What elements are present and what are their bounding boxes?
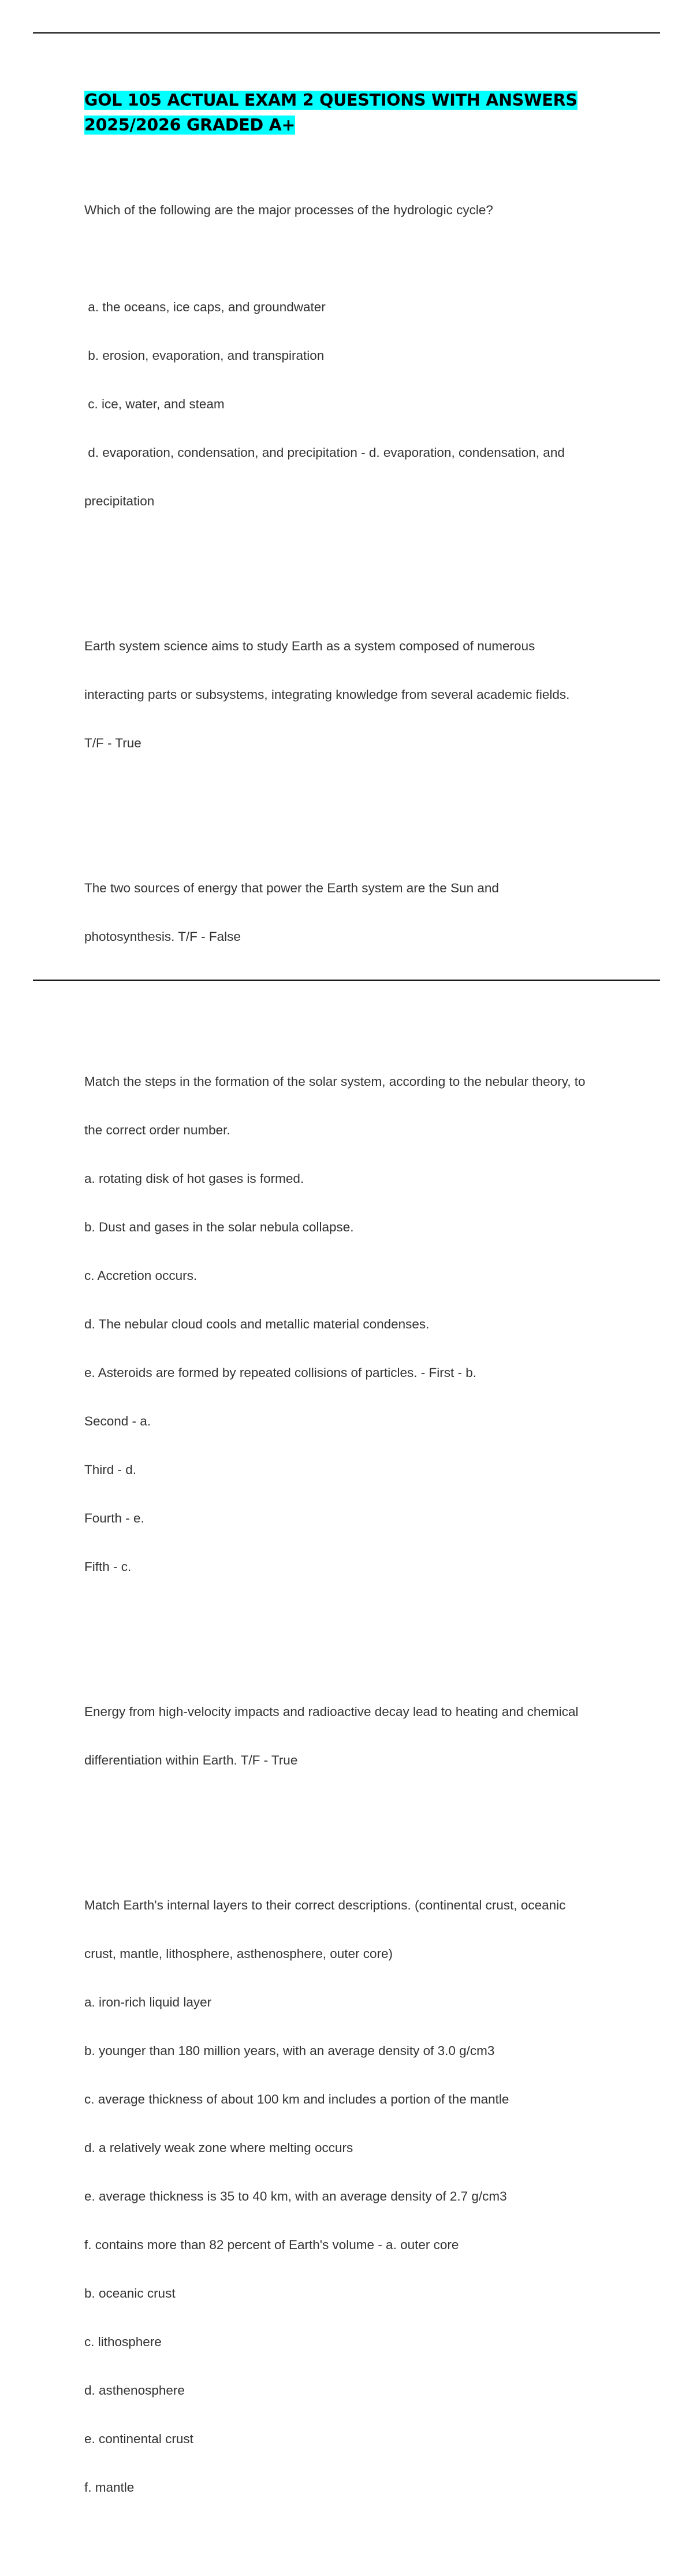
question-line: Match the steps in the formation of the solar system, according to the nebular theory, to bbox=[84, 1074, 586, 1089]
question-block bbox=[84, 170, 639, 542]
question-block bbox=[84, 1041, 639, 1607]
question-line: Fourth - e. bbox=[84, 1511, 144, 1525]
question-line: b. younger than 180 million years, with an average density of 3.0 g/cm3 bbox=[84, 2043, 495, 2058]
question-line: f. contains more than 82 percent of Earth's volume - a. outer core bbox=[84, 2238, 459, 2252]
title-line-2: 2025/2026 GRADED A+ bbox=[84, 116, 296, 135]
question-line: interacting parts or subsystems, integrating knowledge from several academic fields. bbox=[84, 687, 570, 702]
question-line: e. Asteroids are formed by repeated collisions of particles. - First - b. bbox=[84, 1365, 477, 1380]
question-line: c. lithosphere bbox=[84, 2335, 162, 2349]
question-line: e. average thickness is 35 to 40 km, with an average density of 2.7 g/cm3 bbox=[84, 2189, 507, 2203]
question-line: a. rotating disk of hot gases is formed. bbox=[84, 1171, 304, 1186]
question-line: crust, mantle, lithosphere, asthenosphere, outer core) bbox=[84, 1946, 393, 1961]
question-line: the correct order number. bbox=[84, 1123, 230, 1137]
question-line: Second - a. bbox=[84, 1414, 151, 1428]
question-block bbox=[84, 1865, 639, 2528]
question-line: T/F - True bbox=[84, 736, 141, 750]
top-divider bbox=[33, 32, 660, 33]
question-line: b. Dust and gases in the solar nebula collapse. bbox=[84, 1220, 354, 1234]
question-line: Which of the following are the major processes of the hydrologic cycle? bbox=[84, 203, 493, 217]
question-line: a. iron-rich liquid layer bbox=[84, 1995, 212, 2009]
question-block bbox=[84, 848, 639, 977]
question-line: f. mantle bbox=[84, 2480, 135, 2495]
question-line: a. the oceans, ice caps, and groundwater bbox=[84, 300, 326, 314]
question-line: Earth system science aims to study Earth as a system composed of numerous bbox=[84, 639, 535, 653]
bottom-divider bbox=[33, 980, 660, 981]
question-list bbox=[84, 137, 639, 2576]
question-line: d. evaporation, condensation, and precipitation - d. evaporation, condensation, and bbox=[84, 445, 565, 460]
question-line: The two sources of energy that power the Earth system are the Sun and bbox=[84, 881, 499, 895]
question-line: differentiation within Earth. T/F - True bbox=[84, 1753, 298, 1767]
question-line: c. Accretion occurs. bbox=[84, 1268, 198, 1283]
question-line: d. The nebular cloud cools and metallic material condenses. bbox=[84, 1317, 430, 1331]
question-line: Energy from high-velocity impacts and radioactive decay lead to heating and chemical bbox=[84, 1704, 579, 1719]
question-block bbox=[84, 1672, 639, 1801]
question-line: Fifth - c. bbox=[84, 1559, 132, 1574]
question-line: e. continental crust bbox=[84, 2432, 193, 2446]
question-line: d. a relatively weak zone where melting occurs bbox=[84, 2141, 353, 2155]
question-line: b. oceanic crust bbox=[84, 2286, 176, 2300]
document-content bbox=[84, 88, 639, 2576]
question-line: b. erosion, evaporation, and transpiration bbox=[84, 348, 325, 363]
question-line: Third - d. bbox=[84, 1462, 137, 1477]
question-line: photosynthesis. T/F - False bbox=[84, 929, 241, 944]
question-line bbox=[84, 251, 639, 267]
question-block bbox=[84, 606, 639, 784]
document-title bbox=[84, 88, 639, 137]
question-line: c. ice, water, and steam bbox=[84, 397, 225, 411]
question-line: d. asthenosphere bbox=[84, 2383, 185, 2398]
question-line: Match Earth's internal layers to their correct descriptions. (continental crust, oceanic bbox=[84, 1898, 566, 1912]
question-line: c. average thickness of about 100 km and includes a portion of the mantle bbox=[84, 2092, 509, 2106]
title-line-1: GOL 105 ACTUAL EXAM 2 QUESTIONS WITH ANSWERS bbox=[84, 91, 578, 110]
question-line: precipitation bbox=[84, 494, 155, 508]
